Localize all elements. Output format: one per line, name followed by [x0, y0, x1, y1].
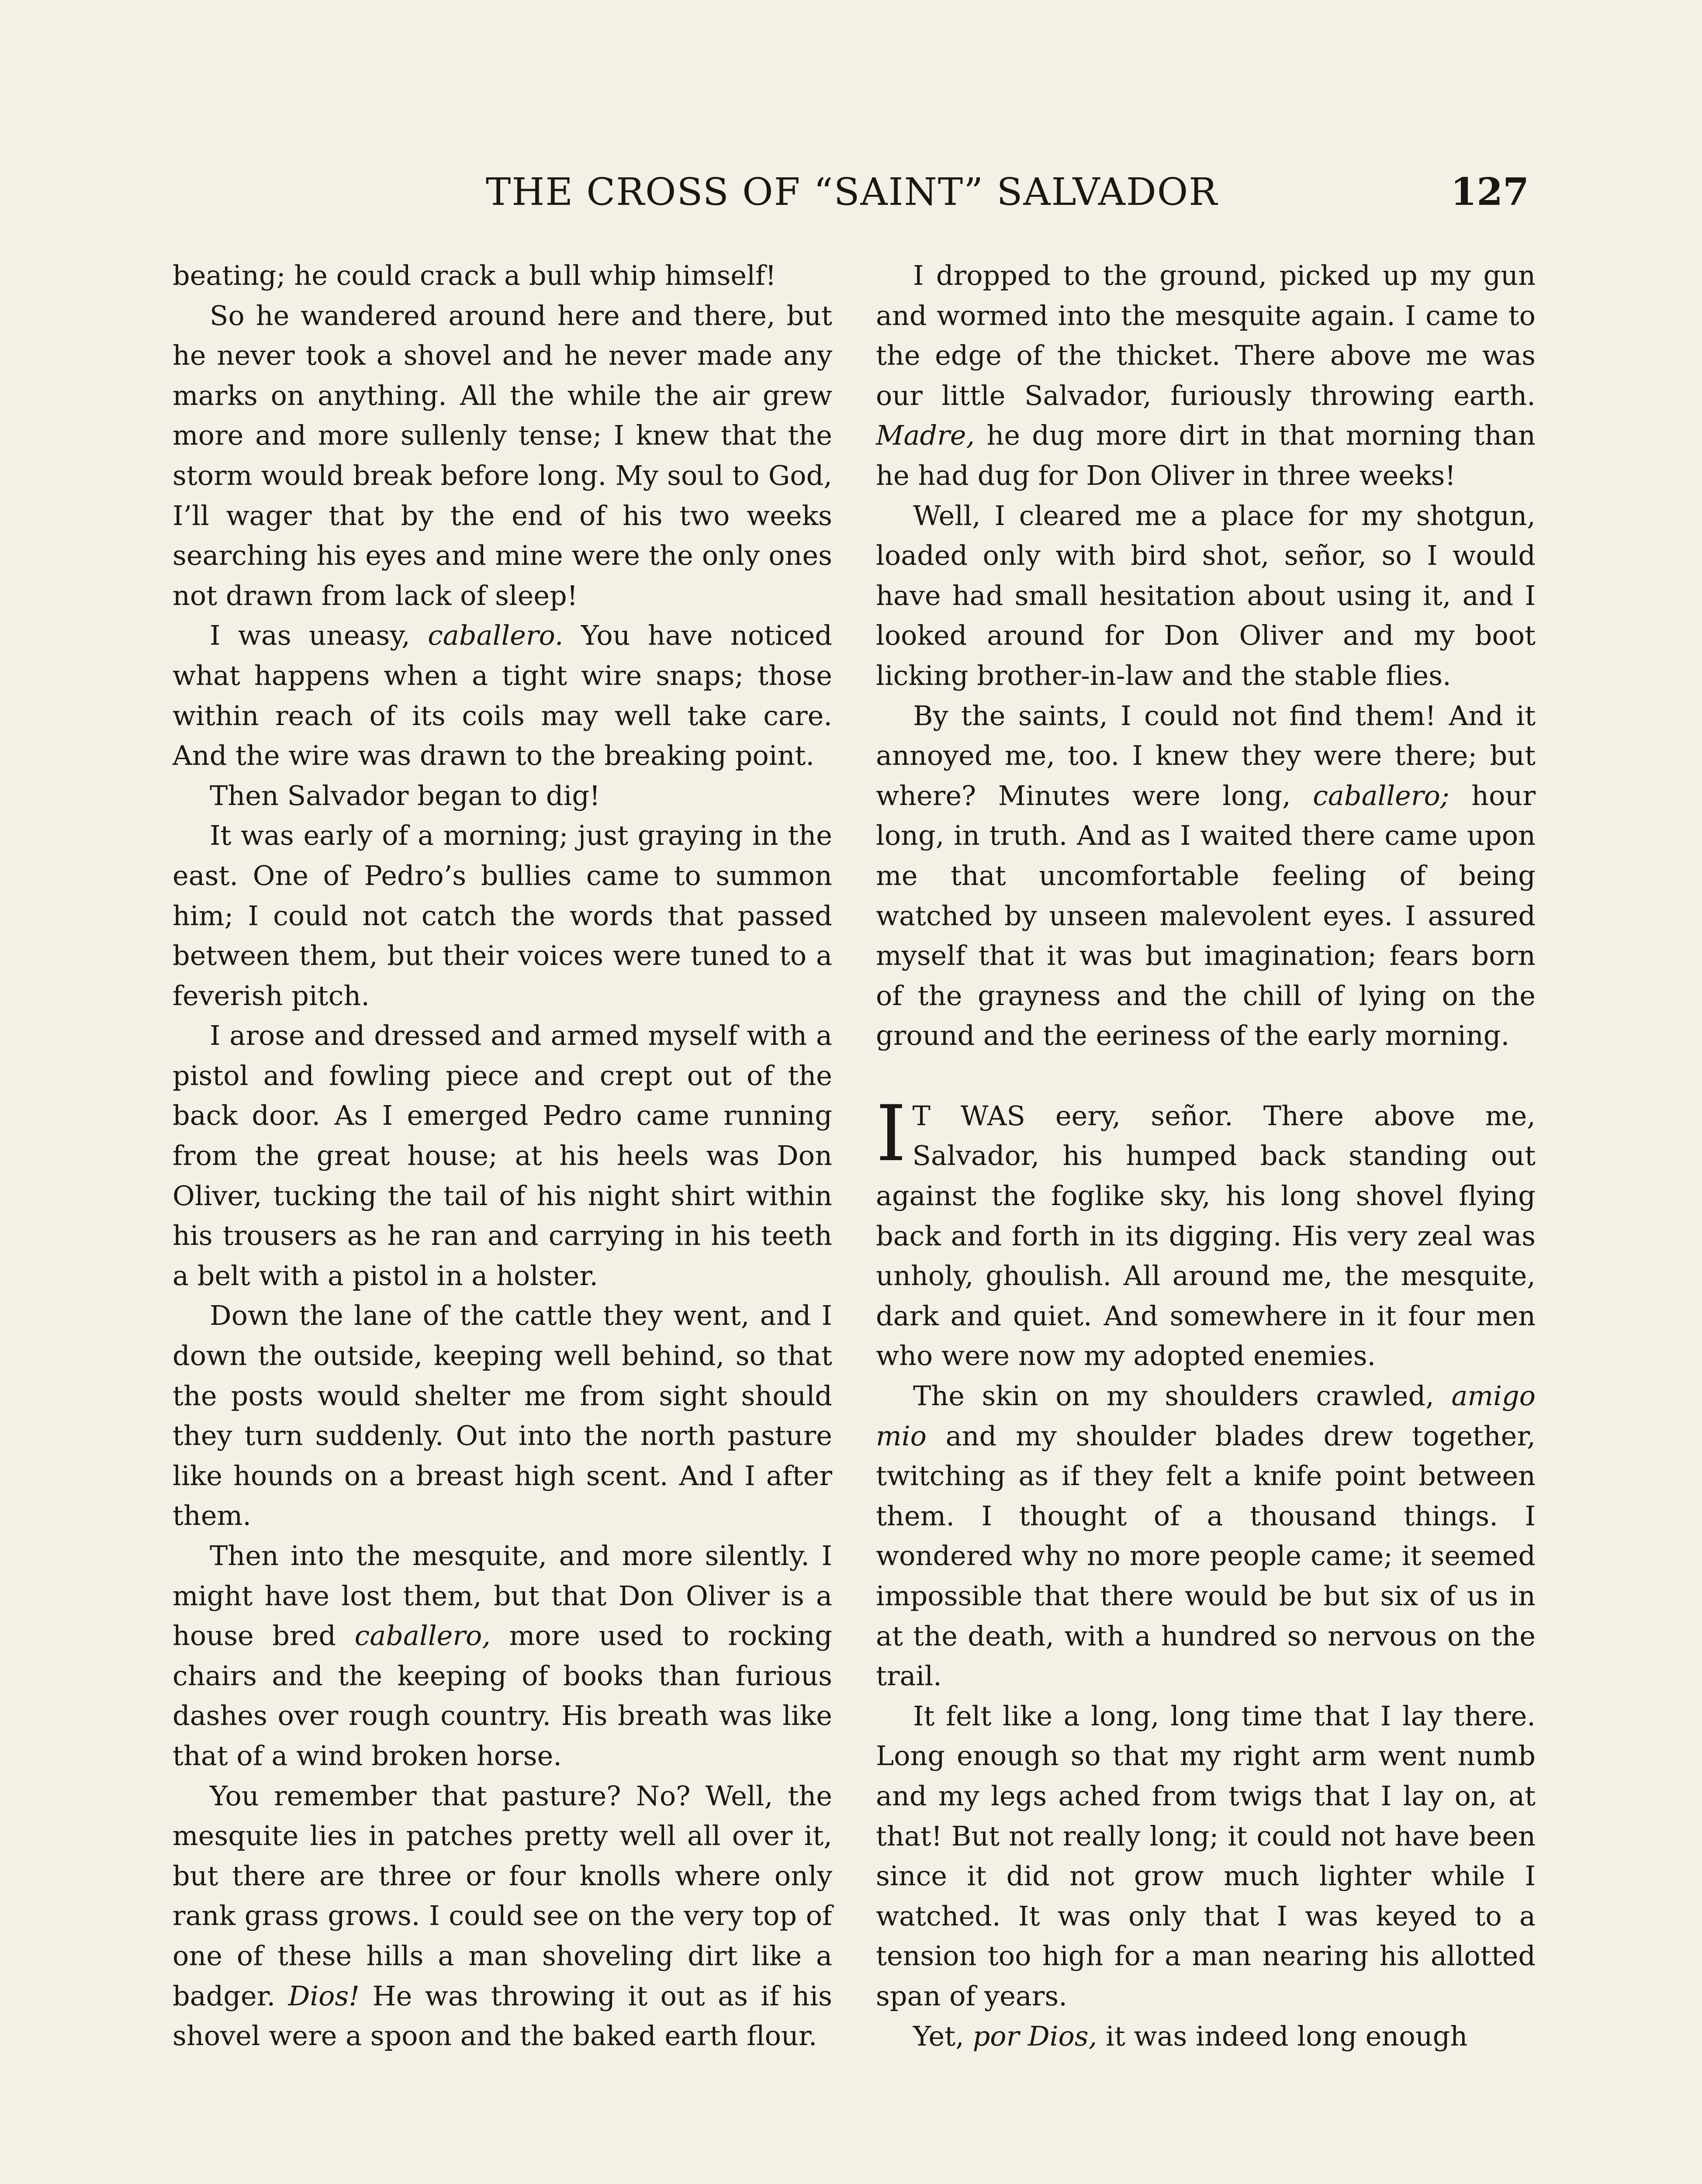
drop-cap: I: [876, 1089, 906, 1178]
paragraph: Yet, por Dios, it was indeed long enough: [913, 2020, 1468, 2052]
paragraph: It was early of a morning; just graying in the east. One of Pedro’s bullies came to summon him; I could not catch the words that passed between them, but their voices were tuned to a feverish pitch.: [173, 819, 832, 1012]
paragraph: Then Salvador began to dig!: [210, 779, 600, 812]
paragraph: Well, I cleared me a place for my shotgun, loaded only with bird shot, señor, so I would have had small hesitation about using it, and I looked around for Don Oliver and my boot licking brother-in-law and the stable flies.: [876, 499, 1536, 691]
paragraph: I arose and dressed and armed myself with a pistol and fowling piece and crept out of the back door. As I emerged Pedro came running from the great house; at his heels was Don Oliver, tucking the tail of his night shirt within his trousers as he ran and carrying in his teeth a belt with a pistol in a holster.: [173, 1019, 832, 1292]
paragraph: I was uneasy, caballero. You have noticed what happens when a tight wire snaps; those within reach of its coils may well take care. And the wire was drawn to the breaking point.: [173, 619, 832, 772]
paragraph: I dropped to the ground, picked up my gun and wormed into the mesquite again. I came to the edge of the thicket. There above me was our little Salvador, furiously throwing earth. Madre, he dug more dirt in that morning than he had dug for Don Oliver in three weeks!: [876, 259, 1536, 491]
paragraph: Down the lane of the cattle they went, and I down the outside, keeping well behind, so that the posts would shelter me from sight should they turn suddenly. Out into the north pasture like hounds on a breast high scent. And I after them.: [173, 1299, 832, 1532]
paragraph: It felt like a long, long time that I lay there. Long enough so that my right arm went numb and my legs ached from twigs that I lay on, at that! But not really long; it could not have been since it did not grow much lighter while I watched. It was only that I was keyed to a tension too high for a man nearing his allotted span of years.: [876, 1700, 1536, 2012]
page-number: 127: [1450, 170, 1529, 214]
section-break: [876, 1056, 1536, 1096]
page-header: [175, 166, 1529, 218]
left-column: [173, 256, 832, 2056]
paragraph: The skin on my shoulders crawled, amigo mio and my shoulder blades drew together, twitching as if they felt a knife point between them. I thought of a thousand things. I wondered why no more people came; it seemed impossible that there would be but six of us in at the death, with a hundred so nervous on the trail.: [876, 1380, 1536, 1692]
section-opening-paragraph: I T WAS eery, señor. There above me, Salvador, his humped back standing out against the foglike sky, his long shovel flying back and forth in its digging. His very zeal was unholy, ghoulish. All around me, the mesquite, dark and quiet. And somewhere in it four men who were now my adopted enemies.: [876, 1089, 1536, 1372]
right-column: [876, 256, 1536, 2056]
paragraph: So he wandered around here and there, but he never took a shovel and he never made any marks on anything. All the while the air grew more and more sullenly tense; I knew that the storm would break before long. My soul to God, I’ll wager that by the end of his two weeks searching his eyes and mine were the only ones not drawn from lack of sleep!: [173, 299, 832, 612]
paragraph: beating; he could crack a bull whip himself!: [173, 259, 776, 291]
paragraph: By the saints, I could not find them! And it annoyed me, too. I knew they were there; but where? Minutes were long, caballero; hour long, in truth. And as I waited there came upon me that uncomfortable feeling of being watched by unseen malevolent eyes. I assured myself that it was but imagination; fears born of the grayness and the chill of lying on the ground and the eeriness of the early morning.: [876, 699, 1536, 1052]
running-title: THE CROSS OF “SAINT” SALVADOR: [485, 170, 1218, 214]
paragraph: You remember that pasture? No? Well, the mesquite lies in patches pretty well all over it, but there are three or four knolls where only rank grass grows. I could see on the very top of one of these hills a man shoveling dirt like a badger. Dios! He was throwing it out as if his shovel were a spoon and the baked earth flour.: [173, 1780, 832, 2052]
paragraph: Then into the mesquite, and more silently. I might have lost them, but that Don Oliver is a house bred caballero, more used to rocking chairs and the keeping of books than furious dashes over rough country. His breath was like that of a wind broken horse.: [173, 1540, 832, 1772]
